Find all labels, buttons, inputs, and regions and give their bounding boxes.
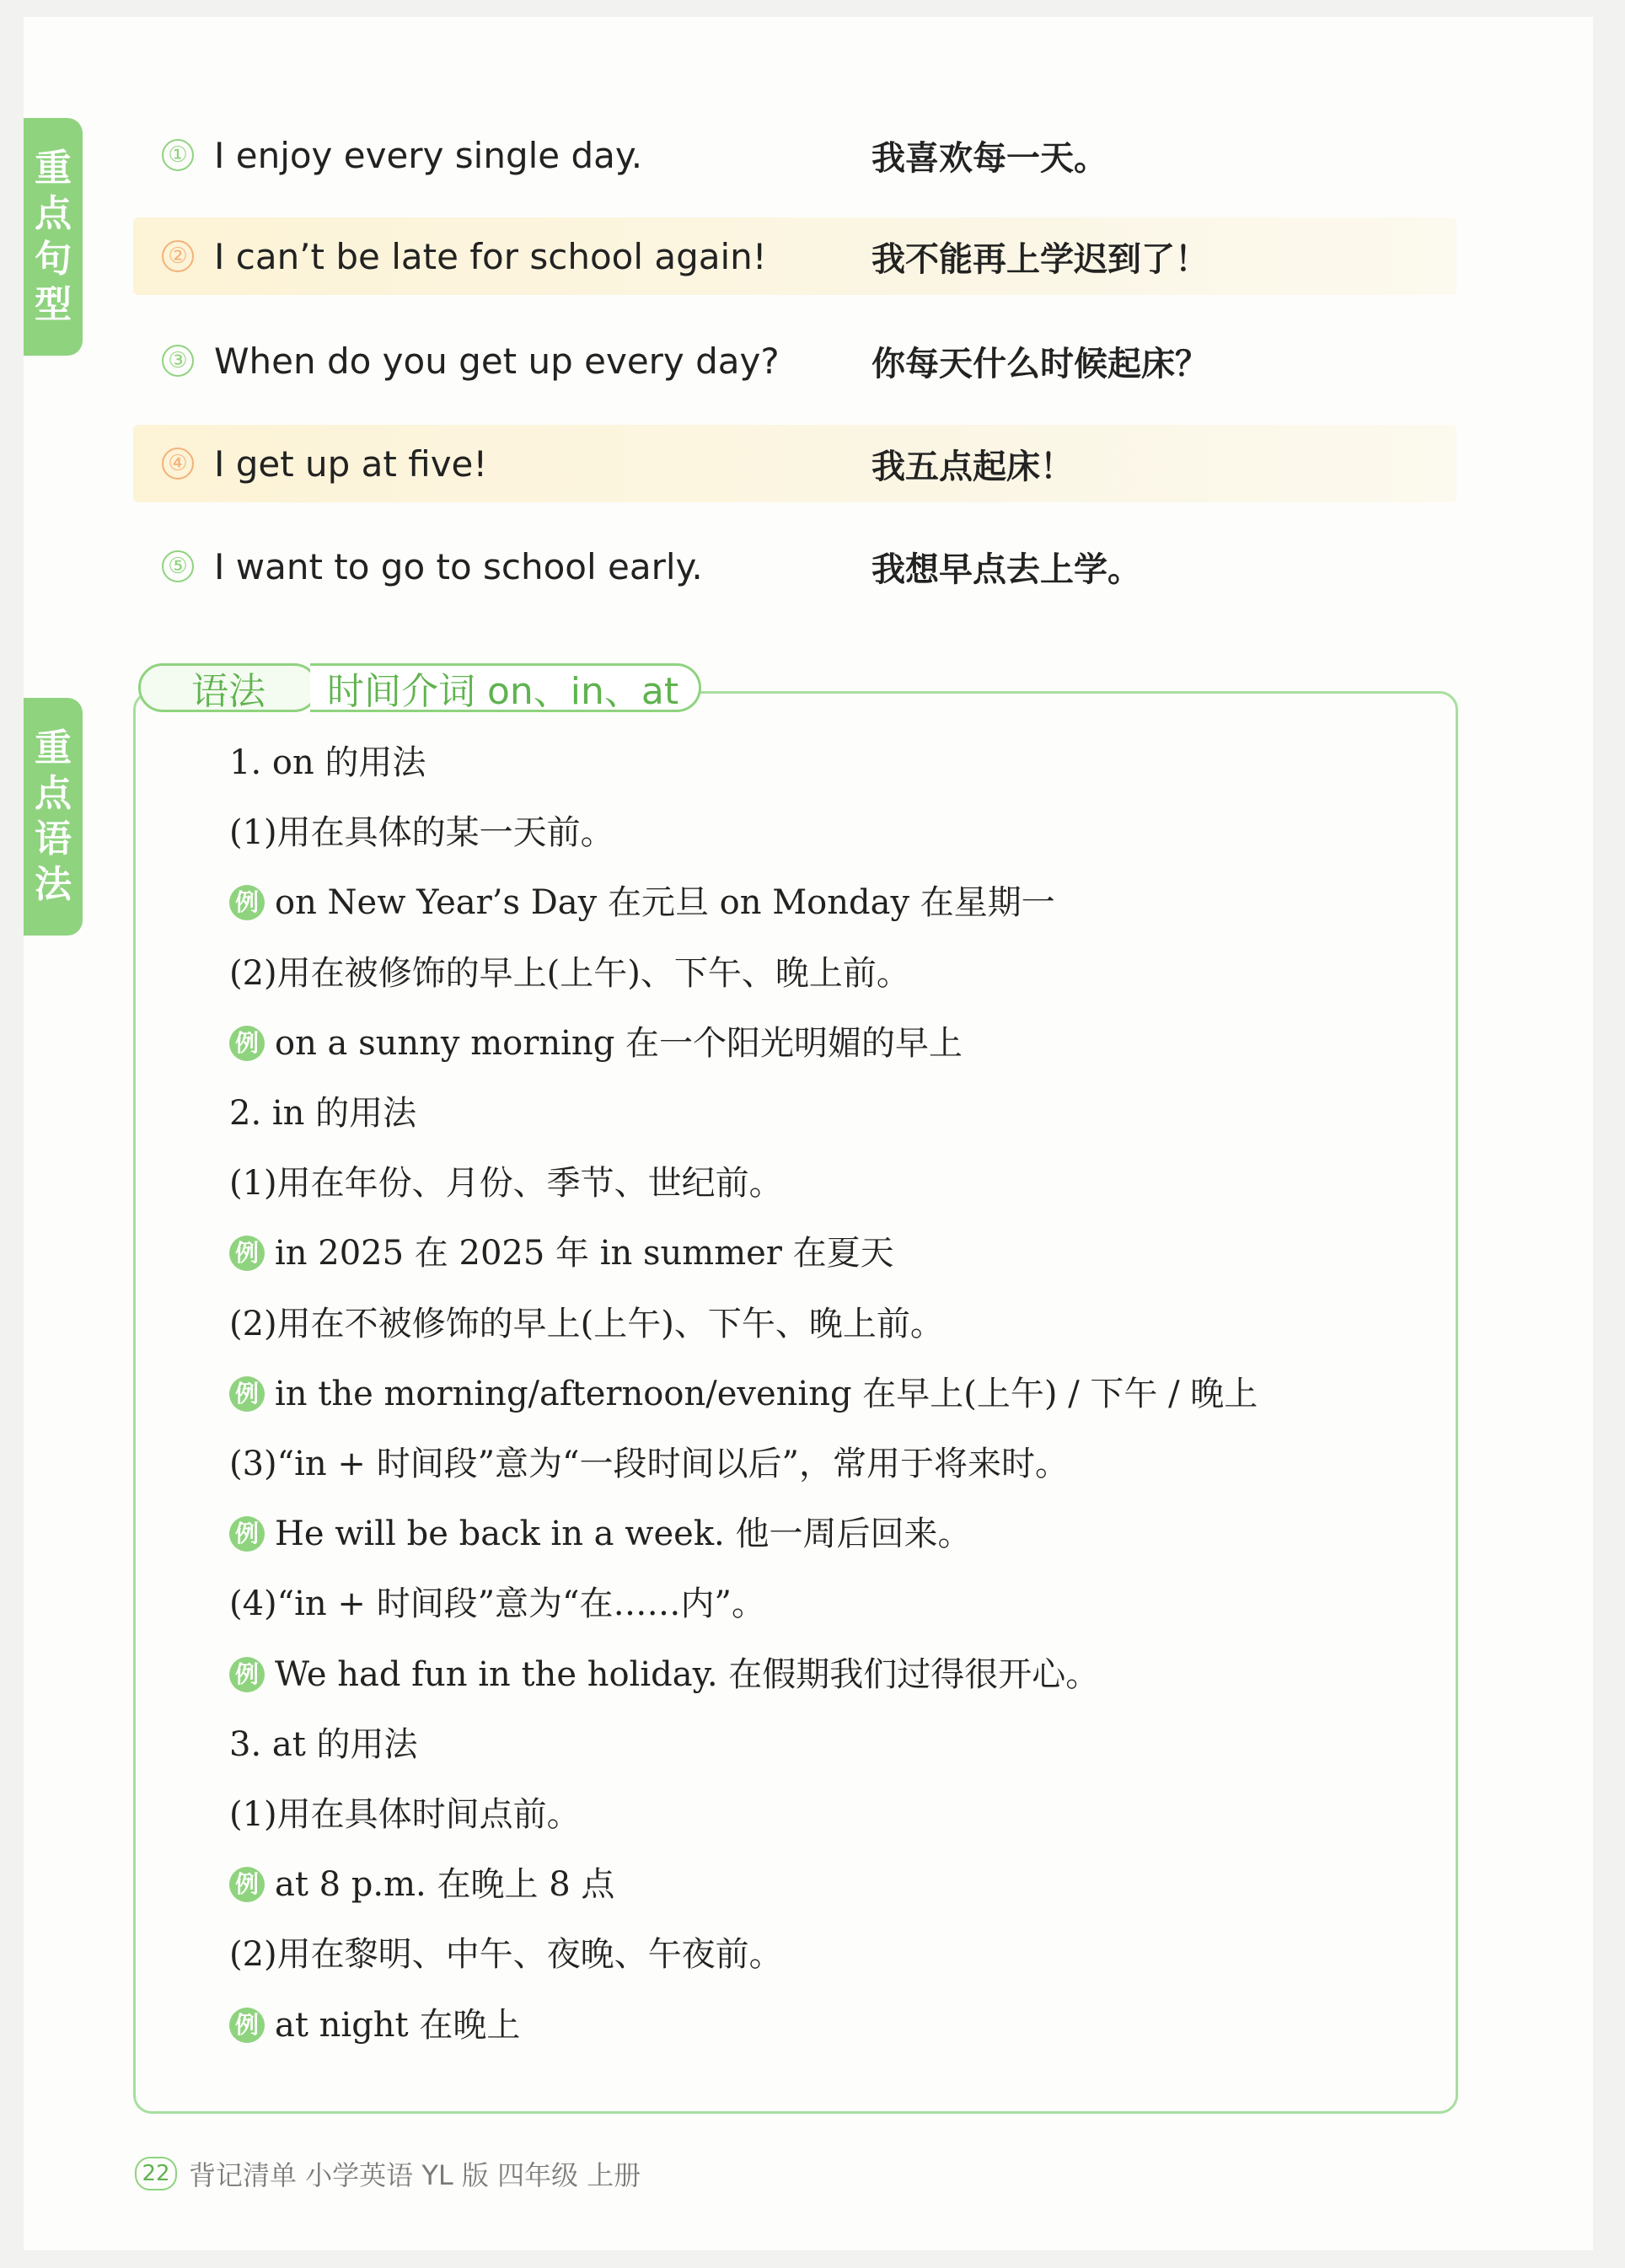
sentence-row (133, 217, 1456, 295)
grammar-rule: (3)“in + 时间段”意为“一段时间以后”，常用于将来时。 (229, 1445, 1069, 1483)
sentence-chinese: 我五点起床！ (871, 447, 1074, 486)
sentence-chinese: 我不能再上学迟到了！ (871, 239, 1209, 279)
example-line (229, 1228, 894, 1279)
sentence-chinese: 我喜欢每一天。 (871, 138, 1107, 178)
sentence-english: I can’t be late for school again! (214, 235, 767, 277)
example-icon: 例 (229, 1376, 265, 1412)
example-line (229, 1859, 614, 1910)
grammar-rule: (2)用在黎明、中午、夜晚、午夜前。 (229, 1935, 783, 1974)
example-text: at night 在晚上 (275, 2006, 521, 2045)
sentence-row (133, 425, 1456, 502)
example-icon: 例 (229, 2008, 265, 2043)
grammar-heading: 3. at 的用法 (229, 1725, 418, 1764)
example-text: We had fun in the holiday. 在假期我们过得很开心。 (275, 1655, 1100, 1694)
example-line (229, 1509, 971, 1559)
example-text: on a sunny morning 在一个阳光明媚的早上 (275, 1024, 963, 1063)
side-tab-char: 语 (35, 818, 72, 861)
example-icon: 例 (229, 1026, 265, 1061)
grammar-rule: (2)用在被修饰的早上(上午)、下午、晚上前。 (229, 954, 910, 993)
sentence-chinese: 我想早点去上学。 (871, 550, 1141, 589)
example-text: in the morning/afternoon/evening 在早上(上午) / 下午 / 晚上 (275, 1375, 1258, 1413)
example-icon: 例 (229, 1867, 265, 1902)
sentence-number: ② (162, 240, 194, 272)
grammar-rule: (1)用在年份、月份、季节、世纪前。 (229, 1164, 783, 1203)
sentence-number: ③ (162, 345, 194, 377)
grammar-rule: (1)用在具体的某一天前。 (229, 813, 614, 852)
example-line (229, 1018, 963, 1069)
sentence-number: ④ (162, 448, 194, 480)
sentence-english: I enjoy every single day. (214, 134, 643, 176)
side-tab-key-grammar (24, 698, 83, 936)
example-icon: 例 (229, 1516, 265, 1552)
example-text: on New Year’s Day 在元旦 on Monday 在星期一 (275, 883, 1055, 922)
grammar-heading: 1. on 的用法 (229, 743, 426, 782)
side-tab-char: 点 (35, 192, 72, 235)
grammar-rule: (2)用在不被修饰的早上(上午)、下午、晚上前。 (229, 1305, 944, 1343)
example-line (229, 1649, 1099, 1700)
side-tab-char: 重 (35, 147, 72, 190)
footer-text: 背记清单 小学英语 YL 版 四年级 上册 (189, 2159, 641, 2191)
example-text: He will be back in a week. 他一周后回来。 (275, 1515, 972, 1553)
sentence-english: I get up at five! (214, 442, 488, 485)
sentence-number: ⑤ (162, 550, 194, 582)
side-tab-char: 点 (35, 772, 72, 815)
side-tab-char: 法 (35, 863, 72, 906)
example-text: at 8 p.m. 在晚上 8 点 (275, 1865, 615, 1904)
example-text: in 2025 在 2025 年 in summer 在夏天 (275, 1234, 894, 1273)
sentence-english: When do you get up every day? (214, 340, 780, 382)
side-tab-char: 型 (35, 283, 72, 326)
example-line (229, 1369, 1258, 1419)
grammar-rule: (4)“in + 时间段”意为“在……内”。 (229, 1584, 765, 1623)
sentence-row (133, 528, 1456, 605)
side-tab-key-sentences (24, 118, 83, 356)
sentence-row (133, 116, 1456, 194)
sentence-chinese: 你每天什么时候起床？ (871, 344, 1209, 383)
example-icon: 例 (229, 1657, 265, 1692)
example-icon: 例 (229, 885, 265, 920)
example-line (229, 2000, 520, 2051)
grammar-heading: 2. in 的用法 (229, 1094, 417, 1133)
grammar-title: 时间介词 on、in、at (310, 663, 701, 712)
sentence-number: ① (162, 139, 194, 171)
grammar-label: 语法 (138, 663, 319, 712)
sentence-english: I want to go to school early. (214, 545, 703, 587)
side-tab-char: 重 (35, 727, 72, 769)
example-icon: 例 (229, 1236, 265, 1271)
page-footer (135, 2154, 641, 2193)
side-tab-char: 句 (35, 238, 72, 281)
page-number: 22 (135, 2157, 177, 2190)
example-line (229, 877, 1055, 928)
grammar-rule: (1)用在具体时间点前。 (229, 1795, 581, 1834)
grammar-header (138, 661, 701, 715)
sentence-row (133, 322, 1456, 399)
